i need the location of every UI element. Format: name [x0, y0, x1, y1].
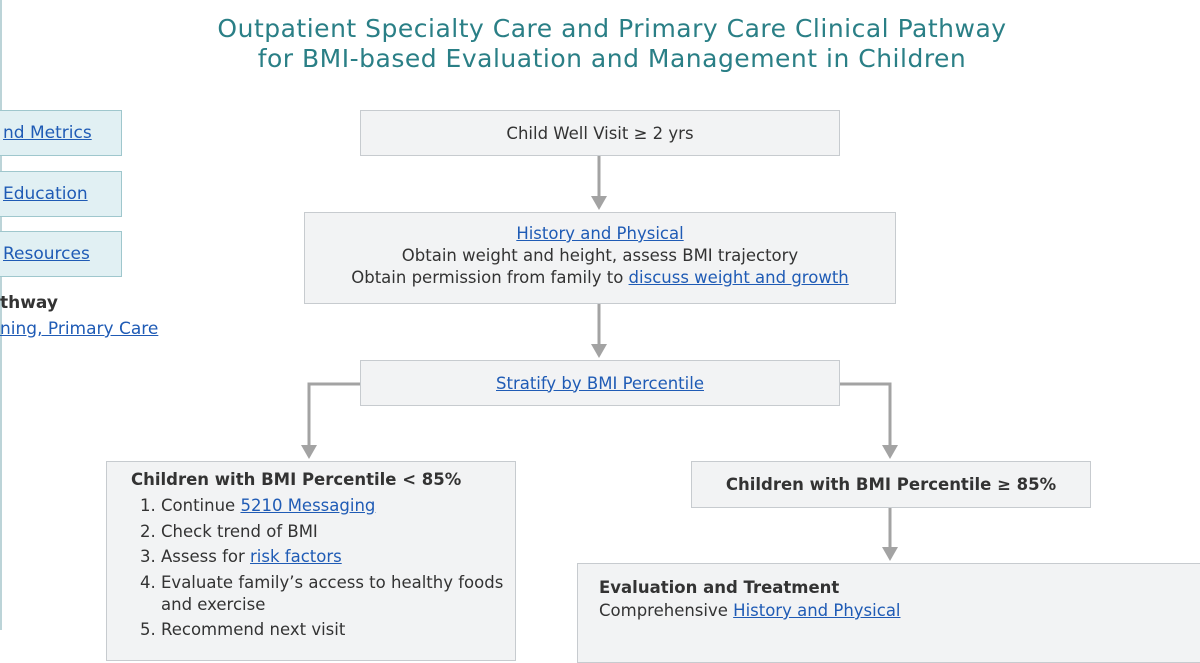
low-bmi-list: [131, 495, 515, 641]
flow-evaluation-box: [577, 563, 1200, 663]
flow-start-box: [360, 110, 840, 156]
high-bmi-title: Children with BMI Percentile ≥ 85%: [725, 475, 1057, 494]
list-item-text: Recommend next visit: [161, 620, 346, 639]
risk-factors-link[interactable]: risk factors: [250, 547, 342, 566]
evaluation-prefix: Comprehensive: [599, 601, 734, 620]
page-title-line-2: for BMI-based Evaluation and Management in Children: [257, 44, 967, 73]
list-item: [161, 546, 515, 568]
discuss-weight-link[interactable]: discuss weight and growth: [628, 268, 849, 287]
sidebar-nav-metrics-link[interactable]: nd Metrics: [3, 123, 92, 143]
sidebar-nav-education-link[interactable]: Education: [3, 184, 88, 204]
list-item-text: Evaluate family’s access to healthy foods and exercise: [161, 572, 504, 614]
history-line-3-prefix: Obtain permission from family to: [351, 268, 629, 287]
list-item: [161, 495, 515, 517]
stratify-bmi-link[interactable]: Stratify by BMI Percentile: [496, 373, 704, 393]
list-item-text: Continue: [161, 496, 241, 515]
list-item: [161, 521, 515, 543]
arrowhead-high: [882, 445, 898, 459]
history-physical-link[interactable]: History and Physical: [516, 224, 684, 243]
connector-stratify-high: [840, 384, 890, 445]
evaluation-history-link[interactable]: History and Physical: [733, 601, 901, 620]
arrowhead-stratify: [591, 344, 607, 358]
flow-stratify-box: [360, 360, 840, 406]
list-item: [161, 619, 515, 641]
flow-high-bmi-box: [691, 461, 1091, 508]
arrowhead-history: [591, 196, 607, 210]
low-bmi-title: Children with BMI Percentile < 85%: [131, 470, 462, 489]
list-item-text: Check trend of BMI: [161, 521, 318, 541]
flow-history-box: [304, 212, 896, 304]
sidebar-nav-resources-link[interactable]: Resources: [3, 244, 90, 264]
arrowhead-low: [301, 445, 317, 459]
history-line-2: Obtain weight and height, assess BMI trajectory: [401, 246, 799, 265]
evaluation-title: Evaluation and Treatment: [599, 578, 840, 597]
page-title-line-1: Outpatient Specialty Care and Primary Care Clinical Pathway: [217, 14, 1007, 43]
5210-messaging-link[interactable]: 5210 Messaging: [240, 496, 376, 515]
sidebar-pathway-link[interactable]: ning, Primary Care: [0, 319, 159, 339]
flow-start-label: Child Well Visit ≥ 2 yrs: [506, 123, 694, 143]
arrowhead-evaluation: [882, 547, 898, 561]
flow-low-bmi-box: [106, 461, 516, 661]
connector-stratify-low: [309, 384, 362, 445]
list-item-text: Assess for: [161, 547, 251, 566]
list-item: [161, 572, 515, 616]
sidebar-pathway-heading: thway: [0, 293, 58, 313]
